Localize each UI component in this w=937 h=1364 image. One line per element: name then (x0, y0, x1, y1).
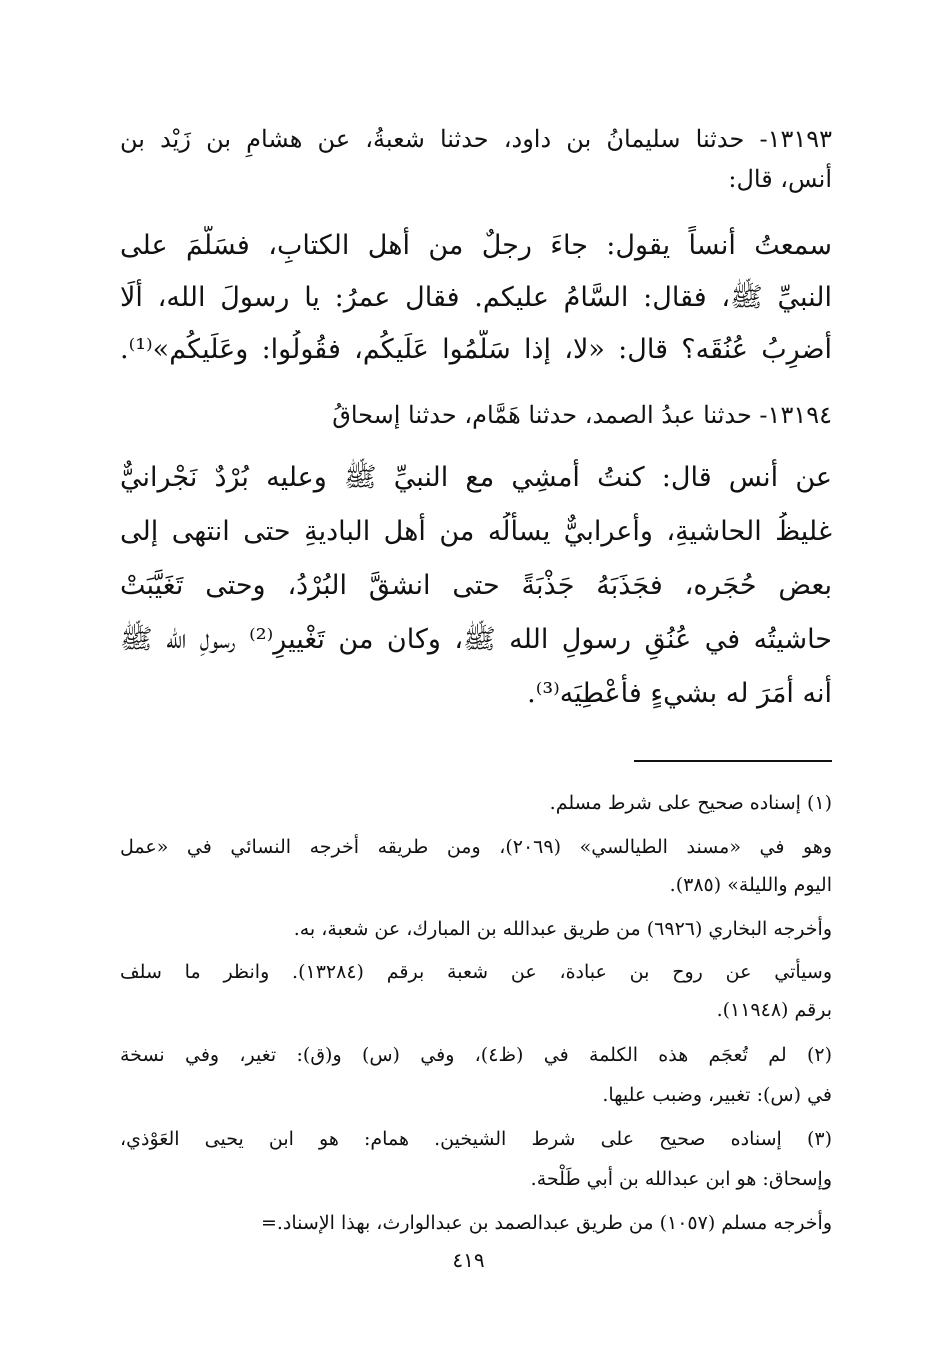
footnote-1-line-3: اليوم والليلة» (٣٨٥). (669, 874, 832, 896)
hadith-13194-matn-line-4: حاشيتُه في عُنُقِ رسولِ الله ﷺ، وكان من تَغْييرِ⁽²⁾ رسولِ الله ﷺ (120, 624, 832, 655)
footnote-2-line-1: (٢) لم تُعجَم هذه الكلمة في (ظ٤)، وفي (س) و(ق): تغير، وفي نسخة (120, 1044, 832, 1066)
hadith-13194-matn-line-1: عن أنس قال: كنتُ أَمشِي مع النبيِّ ﷺ وعليه بُرْدٌ نَجْرانيٌّ (120, 462, 832, 493)
hadith-13194-matn-line-5: أنه أَمَرَ له بشيءٍ فأُعْطِيَه⁽³⁾. (527, 678, 832, 709)
footnote-1-line-4: وأخرجه البخاري (٦٩٢٦) من طريق عبدالله بن المبارك، عن شعبة، به. (293, 918, 832, 940)
footnote-1-line-5: وسيأتي عن روح بن عبادة، عن شعبة برقم (١٣٢٨٤). وانظر ما سلف (120, 961, 832, 983)
footnote-3-line-1: (٣) إسناده صحيح على شرط الشيخين. همام: هو ابن يحيى العَوْذي، (120, 1128, 832, 1150)
footnote-1-line-1: (١) إسناده صحيح على شرط مسلم. (549, 792, 832, 814)
hadith-13193-matn-line-1: سمعتُ أنساً يقول: جاءَ رجلٌ من أهل الكتابِ، فسَلَّمَ على (120, 230, 832, 261)
hadith-13193-isnad-line-1: ١٣١٩٣- حدثنا سليمانُ بن داود، حدثنا شعبةُ، عن هشامِ بن زَيْد بن (120, 125, 832, 153)
footnote-1-line-2: وهو في «مسند الطيالسي» (٢٠٦٩)، ومن طريقه أخرجه النسائي في «عمل (120, 836, 832, 858)
hadith-13193-isnad-line-2: أنس، قال: (728, 165, 832, 193)
footnote-2-line-2: في (س): تغبير، وضبب عليها. (602, 1084, 832, 1106)
footnote-1-line-6: برقم (١١٩٤٨). (716, 999, 832, 1021)
hadith-13193-matn-line-3: أضرِبُ عُنُقَه؟ قال: «لا، إذا سَلَّمُوا عَلَيكُم، فقُولُوا: وعَلَيكُم»⁽¹⁾. (120, 334, 832, 365)
footnote-separator (634, 760, 832, 762)
hadith-13194-isnad-line-1: ١٣١٩٤- حدثنا عبدُ الصمد، حدثنا هَمَّام، حدثنا إسحاقُ (332, 401, 832, 429)
hadith-13193-matn-line-2: النبيِّ ﷺ، فقال: السَّامُ عليكم. فقال عمرُ: يا رسولَ الله، ألَا (120, 282, 832, 313)
footnote-3-line-2: وإسحاق: هو ابن عبدالله بن أبي طَلْحة. (530, 1168, 832, 1190)
hadith-13194-matn-line-2: غليظُ الحاشيةِ، وأعرابيٌّ يسألُه من أهل الباديةِ حتى انتهى إلى (120, 516, 832, 547)
hadith-13194-matn-line-3: بعض حُجَره، فجَذَبَهُ جَذْبَةً حتى انشقَّ البُرْدُ، وحتى تَغَيَّبَتْ (120, 570, 832, 601)
footnote-3-line-3: وأخرجه مسلم (١٠٥٧) من طريق عبدالصمد بن عبدالوارث، بهذا الإسناد.= (260, 1212, 832, 1234)
page-number: ٤١٩ (452, 1248, 485, 1272)
